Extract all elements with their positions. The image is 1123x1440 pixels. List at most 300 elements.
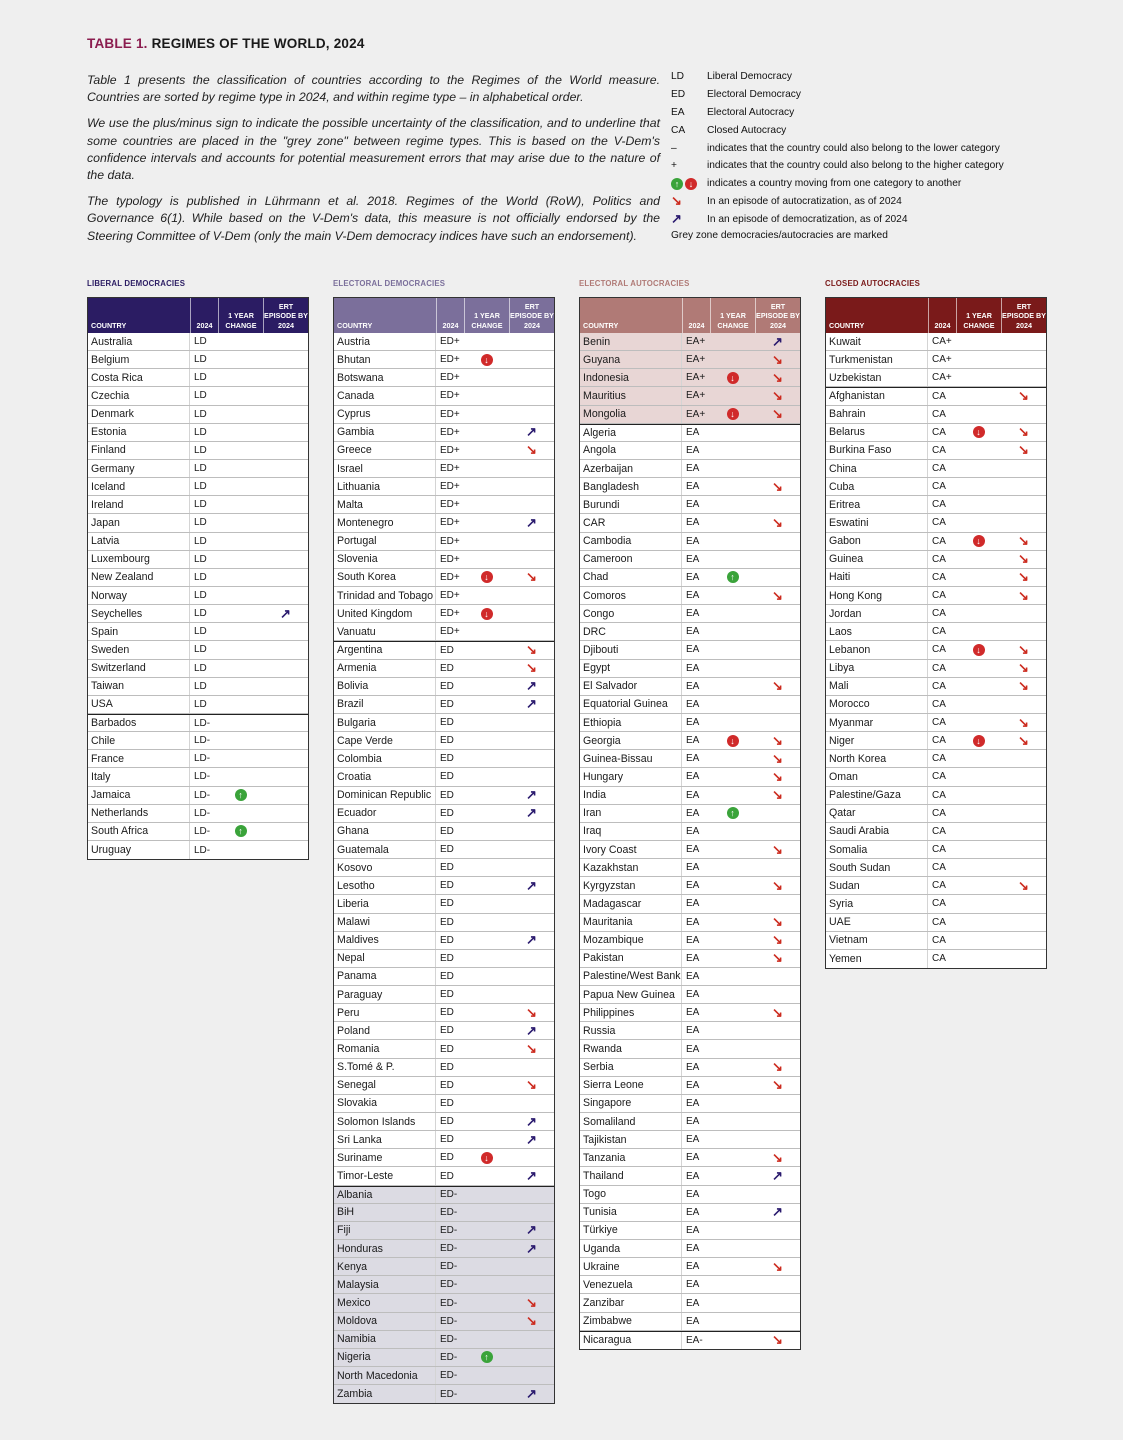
ert-cell bbox=[509, 406, 554, 423]
democratization-arrow-icon: ↗ bbox=[526, 805, 537, 821]
ert-cell bbox=[755, 660, 800, 677]
ert-cell bbox=[509, 1258, 554, 1275]
country-name: Maldives bbox=[334, 932, 436, 949]
ert-cell bbox=[509, 859, 554, 876]
table-row bbox=[580, 950, 800, 968]
ert-cell bbox=[263, 605, 308, 622]
section-title-ea: ELECTORAL AUTOCRACIES bbox=[579, 279, 690, 288]
ert-cell bbox=[509, 714, 554, 731]
regime-value: EA bbox=[686, 1170, 700, 1182]
regime-value: EA bbox=[686, 862, 700, 874]
change-cell bbox=[956, 714, 1001, 731]
country-name: Belgium bbox=[88, 351, 190, 368]
regime-value: EA bbox=[686, 1025, 700, 1037]
regime-value: CA bbox=[932, 463, 946, 475]
change-cell bbox=[956, 859, 1001, 876]
table-row bbox=[88, 623, 308, 641]
ert-cell bbox=[755, 1222, 800, 1239]
arrow-down-circle-icon: ↓ bbox=[973, 426, 985, 438]
country-name: Ecuador bbox=[334, 805, 436, 822]
country-name: Jamaica bbox=[88, 787, 190, 804]
change-cell bbox=[464, 514, 509, 531]
country-name: Syria bbox=[826, 895, 928, 912]
regime-value: EA bbox=[686, 1061, 700, 1073]
country-name: Mozambique bbox=[580, 932, 682, 949]
ert-cell bbox=[263, 696, 308, 713]
ert-cell bbox=[263, 787, 308, 804]
country-name: Sudan bbox=[826, 877, 928, 894]
regime-value: LD bbox=[194, 408, 207, 420]
autocratization-arrow-icon: ↘ bbox=[1018, 569, 1029, 585]
intro-text bbox=[87, 72, 660, 254]
country-name: Eswatini bbox=[826, 514, 928, 531]
regime-value: ED+ bbox=[440, 590, 460, 602]
regime-value: EA bbox=[686, 952, 700, 964]
regime-value: CA+ bbox=[932, 354, 952, 366]
change-cell bbox=[464, 1004, 509, 1021]
ert-cell bbox=[755, 369, 800, 386]
change-cell bbox=[218, 715, 263, 731]
regime-value: ED- bbox=[440, 1243, 458, 1255]
table-row bbox=[334, 587, 554, 605]
regime-value: EA bbox=[686, 608, 700, 620]
regime-value: ED+ bbox=[440, 626, 460, 638]
autocratization-arrow-icon: ↘ bbox=[1018, 641, 1029, 657]
table-row bbox=[88, 696, 308, 714]
change-cell bbox=[710, 514, 755, 531]
legend-item: + indicates that the country could also belong to the higher category bbox=[671, 160, 1004, 172]
ert-cell bbox=[1001, 877, 1046, 894]
regime-value: LD- bbox=[194, 753, 211, 765]
arrow-down-circle-icon: ↓ bbox=[973, 535, 985, 547]
regime-value: ED bbox=[440, 1079, 454, 1091]
ert-cell bbox=[755, 1004, 800, 1021]
ert-cell bbox=[509, 387, 554, 404]
country-name: Liberia bbox=[334, 895, 436, 912]
ert-cell bbox=[509, 932, 554, 949]
change-cell bbox=[218, 496, 263, 513]
ert-cell bbox=[509, 768, 554, 785]
country-name: Slovakia bbox=[334, 1095, 436, 1112]
country-name: Australia bbox=[88, 333, 190, 350]
democratization-arrow-icon: ↗ bbox=[526, 1168, 537, 1184]
ert-cell bbox=[509, 533, 554, 550]
change-cell bbox=[464, 642, 509, 658]
ert-cell bbox=[1001, 805, 1046, 822]
table-row bbox=[334, 533, 554, 551]
change-cell bbox=[710, 533, 755, 550]
change-cell bbox=[956, 496, 1001, 513]
regime-value: ED bbox=[440, 934, 454, 946]
regime-value: CA bbox=[932, 608, 946, 620]
change-cell bbox=[464, 406, 509, 423]
country-name: Fiji bbox=[334, 1222, 436, 1239]
country-name: France bbox=[88, 750, 190, 767]
change-cell bbox=[218, 460, 263, 477]
regime-value: EA bbox=[686, 825, 700, 837]
regime-value: ED+ bbox=[440, 336, 460, 348]
country-name: New Zealand bbox=[88, 569, 190, 586]
ert-cell bbox=[509, 1222, 554, 1239]
autocratization-arrow-icon: ↘ bbox=[772, 787, 783, 803]
table-row bbox=[88, 587, 308, 605]
regime-value: EA bbox=[686, 970, 700, 982]
ert-cell bbox=[509, 551, 554, 568]
ert-cell bbox=[509, 369, 554, 386]
change-cell bbox=[464, 750, 509, 767]
ert-cell bbox=[263, 587, 308, 604]
ert-cell bbox=[509, 732, 554, 749]
ert-cell bbox=[755, 696, 800, 713]
regime-value: ED+ bbox=[440, 608, 460, 620]
country-name: Timor-Leste bbox=[334, 1167, 436, 1184]
change-cell bbox=[464, 805, 509, 822]
ert-cell bbox=[263, 478, 308, 495]
ert-cell bbox=[1001, 478, 1046, 495]
country-name: Mauritius bbox=[580, 387, 682, 404]
country-name: Nepal bbox=[334, 950, 436, 967]
table-row bbox=[334, 551, 554, 569]
ert-cell bbox=[263, 387, 308, 404]
ert-cell bbox=[1001, 732, 1046, 749]
change-cell bbox=[710, 1204, 755, 1221]
regime-value: EA+ bbox=[686, 390, 706, 402]
change-cell bbox=[218, 805, 263, 822]
change-cell bbox=[710, 678, 755, 695]
ert-cell bbox=[755, 932, 800, 949]
legend-item: EA Electoral Autocracy bbox=[671, 106, 795, 118]
country-name: Bolivia bbox=[334, 678, 436, 695]
regime-value: EA bbox=[686, 1243, 700, 1255]
ert-cell bbox=[1001, 841, 1046, 858]
ert-cell bbox=[263, 460, 308, 477]
change-cell bbox=[218, 514, 263, 531]
ert-cell bbox=[755, 914, 800, 931]
change-cell bbox=[710, 1022, 755, 1039]
country-name: Myanmar bbox=[826, 714, 928, 731]
table-row bbox=[334, 424, 554, 442]
change-cell bbox=[710, 641, 755, 658]
regime-value: LD bbox=[194, 499, 207, 511]
change-cell bbox=[464, 1222, 509, 1239]
country-name: Guinea bbox=[826, 551, 928, 568]
democratization-arrow-icon: ↗ bbox=[772, 1204, 783, 1220]
change-cell bbox=[464, 787, 509, 804]
regime-value: LD bbox=[194, 680, 207, 692]
change-cell bbox=[956, 406, 1001, 423]
table-row bbox=[826, 496, 1046, 514]
regime-value: ED+ bbox=[440, 517, 460, 529]
country-name: Mali bbox=[826, 678, 928, 695]
ert-cell bbox=[509, 514, 554, 531]
ert-cell bbox=[509, 1294, 554, 1311]
autocratization-arrow-icon: ↘ bbox=[526, 442, 537, 458]
table-row bbox=[580, 660, 800, 678]
change-cell bbox=[710, 768, 755, 785]
autocratization-arrow-icon: ↘ bbox=[772, 1059, 783, 1075]
table-row bbox=[88, 387, 308, 405]
arrow-down-circle-icon: ↓ bbox=[481, 354, 493, 366]
regime-value: EA bbox=[686, 717, 700, 729]
regime-value: EA+ bbox=[686, 336, 706, 348]
change-cell bbox=[464, 1240, 509, 1257]
country-name: Paraguay bbox=[334, 986, 436, 1003]
autocratization-arrow-icon: ↘ bbox=[772, 950, 783, 966]
ert-cell bbox=[509, 496, 554, 513]
regime-value: EA bbox=[686, 698, 700, 710]
ert-cell bbox=[1001, 787, 1046, 804]
change-cell bbox=[710, 569, 755, 586]
legend-item: LD Liberal Democracy bbox=[671, 71, 792, 83]
table-row bbox=[826, 424, 1046, 442]
table-row bbox=[334, 623, 554, 641]
ert-cell bbox=[755, 460, 800, 477]
country-name: South Africa bbox=[88, 823, 190, 840]
country-name: Togo bbox=[580, 1186, 682, 1203]
table-row bbox=[88, 714, 308, 732]
ert-cell bbox=[263, 768, 308, 785]
legend-item: ↑ ↓ indicates a country moving from one category to another bbox=[671, 175, 1101, 193]
autocratization-arrow-icon: ↘ bbox=[772, 1077, 783, 1093]
table-row bbox=[334, 750, 554, 768]
country-name: Austria bbox=[334, 333, 436, 350]
ert-cell bbox=[509, 1385, 554, 1403]
regime-value: EA bbox=[686, 1043, 700, 1055]
change-cell bbox=[464, 768, 509, 785]
change-cell bbox=[956, 641, 1001, 658]
country-name: Nigeria bbox=[334, 1349, 436, 1366]
section-title-ed: ELECTORAL DEMOCRACIES bbox=[333, 279, 446, 288]
country-name: South Korea bbox=[334, 569, 436, 586]
regime-value: EA bbox=[686, 807, 700, 819]
table-title: REGIMES OF THE WORLD, 2024 bbox=[151, 36, 365, 51]
regime-value: ED bbox=[440, 1061, 454, 1073]
change-cell bbox=[956, 351, 1001, 368]
change-cell bbox=[218, 424, 263, 441]
ert-cell bbox=[509, 424, 554, 441]
change-cell bbox=[710, 1258, 755, 1275]
change-cell bbox=[464, 1040, 509, 1057]
change-cell bbox=[464, 1022, 509, 1039]
table-row bbox=[826, 914, 1046, 932]
regime-value: LD bbox=[194, 517, 207, 529]
regime-value: ED bbox=[440, 1025, 454, 1037]
ert-cell bbox=[755, 750, 800, 767]
table-row bbox=[580, 551, 800, 569]
change-cell bbox=[710, 551, 755, 568]
regime-value: LD bbox=[194, 336, 207, 348]
ert-cell bbox=[755, 805, 800, 822]
ert-cell bbox=[755, 1149, 800, 1166]
change-cell bbox=[710, 1059, 755, 1076]
regime-value: ED bbox=[440, 916, 454, 928]
regime-value: CA bbox=[932, 753, 946, 765]
ert-cell bbox=[263, 551, 308, 568]
change-cell bbox=[956, 895, 1001, 912]
ert-cell bbox=[755, 442, 800, 459]
table-row bbox=[334, 1149, 554, 1167]
change-cell bbox=[464, 424, 509, 441]
change-cell bbox=[956, 388, 1001, 404]
country-name: India bbox=[580, 787, 682, 804]
table-row bbox=[88, 533, 308, 551]
change-cell bbox=[464, 732, 509, 749]
regime-value: LD bbox=[194, 590, 207, 602]
table-row bbox=[88, 841, 308, 859]
regime-value: CA bbox=[932, 426, 946, 438]
change-cell bbox=[710, 442, 755, 459]
regime-value: ED bbox=[440, 1152, 454, 1164]
table-row bbox=[334, 1294, 554, 1312]
country-name: Iraq bbox=[580, 823, 682, 840]
country-name: Papua New Guinea bbox=[580, 986, 682, 1003]
country-name: Afghanistan bbox=[826, 388, 928, 404]
country-name: Bulgaria bbox=[334, 714, 436, 731]
legend-item: ↘ In an episode of autocratization, as of 2024 bbox=[671, 193, 902, 209]
change-cell bbox=[464, 968, 509, 985]
table-row bbox=[580, 387, 800, 405]
country-name: Zanzibar bbox=[580, 1294, 682, 1311]
country-name: Bangladesh bbox=[580, 478, 682, 495]
autocratization-arrow-icon: ↘ bbox=[1018, 551, 1029, 567]
country-name: S.Tomé & P. bbox=[334, 1059, 436, 1076]
table-row bbox=[580, 514, 800, 532]
regime-value: ED+ bbox=[440, 481, 460, 493]
ert-cell bbox=[509, 1167, 554, 1184]
regime-value: ED bbox=[440, 862, 454, 874]
regime-value: ED bbox=[440, 662, 454, 674]
regime-value: ED+ bbox=[440, 444, 460, 456]
table-row bbox=[334, 369, 554, 387]
table-row bbox=[826, 732, 1046, 750]
change-cell bbox=[464, 932, 509, 949]
regime-value: ED bbox=[440, 952, 454, 964]
country-name: Uzbekistan bbox=[826, 369, 928, 386]
table-row bbox=[334, 787, 554, 805]
country-name: China bbox=[826, 460, 928, 477]
ert-cell bbox=[509, 787, 554, 804]
table-row bbox=[334, 968, 554, 986]
country-name: Italy bbox=[88, 768, 190, 785]
country-name: Pakistan bbox=[580, 950, 682, 967]
table-row bbox=[334, 986, 554, 1004]
country-name: Libya bbox=[826, 660, 928, 677]
ert-cell bbox=[755, 1240, 800, 1257]
ert-cell bbox=[755, 732, 800, 749]
table-row bbox=[826, 605, 1046, 623]
change-cell bbox=[218, 750, 263, 767]
ert-cell bbox=[1001, 351, 1046, 368]
table-row bbox=[580, 914, 800, 932]
table-row bbox=[826, 950, 1046, 968]
change-cell bbox=[464, 950, 509, 967]
table-row bbox=[580, 496, 800, 514]
table-row bbox=[334, 768, 554, 786]
change-cell bbox=[710, 1294, 755, 1311]
country-name: Algeria bbox=[580, 425, 682, 441]
country-name: Azerbaijan bbox=[580, 460, 682, 477]
table-row bbox=[580, 1022, 800, 1040]
regime-value: ED bbox=[440, 825, 454, 837]
change-cell bbox=[464, 1349, 509, 1366]
country-name: Malaysia bbox=[334, 1276, 436, 1293]
ert-cell bbox=[509, 823, 554, 840]
country-name: North Korea bbox=[826, 750, 928, 767]
country-name: Kyrgyzstan bbox=[580, 877, 682, 894]
table-row bbox=[826, 623, 1046, 641]
ert-cell bbox=[509, 1240, 554, 1257]
change-cell bbox=[710, 1113, 755, 1130]
country-name: Cambodia bbox=[580, 533, 682, 550]
country-name: Malta bbox=[334, 496, 436, 513]
autocratization-arrow-icon: ↘ bbox=[772, 478, 783, 494]
change-cell bbox=[710, 968, 755, 985]
table-row bbox=[88, 514, 308, 532]
democratization-arrow-icon: ↗ bbox=[526, 424, 537, 440]
country-name: Seychelles bbox=[88, 605, 190, 622]
table-row bbox=[580, 1113, 800, 1131]
country-name: Romania bbox=[334, 1040, 436, 1057]
regime-value: EA bbox=[686, 934, 700, 946]
ert-cell bbox=[509, 1022, 554, 1039]
country-name: Israel bbox=[334, 460, 436, 477]
regime-value: ED+ bbox=[440, 426, 460, 438]
country-name: Russia bbox=[580, 1022, 682, 1039]
change-cell bbox=[464, 1258, 509, 1275]
regime-value: LD bbox=[194, 390, 207, 402]
table-row bbox=[334, 914, 554, 932]
change-cell bbox=[218, 551, 263, 568]
autocratization-arrow-icon: ↘ bbox=[772, 587, 783, 603]
country-name: Kuwait bbox=[826, 333, 928, 350]
ert-cell bbox=[1001, 533, 1046, 550]
table-row bbox=[334, 1022, 554, 1040]
table-row bbox=[334, 678, 554, 696]
regime-value: EA bbox=[686, 463, 700, 475]
regime-value: ED- bbox=[440, 1224, 458, 1236]
country-name: Palestine/West Bank bbox=[580, 968, 682, 985]
country-name: Hong Kong bbox=[826, 587, 928, 604]
change-cell bbox=[710, 1149, 755, 1166]
country-name: Senegal bbox=[334, 1077, 436, 1094]
country-name: Chile bbox=[88, 732, 190, 749]
regime-value: CA bbox=[932, 807, 946, 819]
table-row bbox=[334, 732, 554, 750]
ert-cell bbox=[755, 551, 800, 568]
regime-value: LD- bbox=[194, 807, 211, 819]
country-name: Montenegro bbox=[334, 514, 436, 531]
country-name: Barbados bbox=[88, 715, 190, 731]
change-cell bbox=[464, 551, 509, 568]
change-cell bbox=[956, 623, 1001, 640]
change-cell bbox=[464, 533, 509, 550]
autocratization-arrow-icon: ↘ bbox=[772, 351, 783, 367]
ert-cell bbox=[509, 805, 554, 822]
change-cell bbox=[710, 950, 755, 967]
ert-cell bbox=[755, 1294, 800, 1311]
ert-cell bbox=[755, 823, 800, 840]
regime-value: EA bbox=[686, 680, 700, 692]
table-row bbox=[580, 424, 800, 442]
country-name: Somaliland bbox=[580, 1113, 682, 1130]
ert-cell bbox=[1001, 660, 1046, 677]
table-row bbox=[826, 333, 1046, 351]
regime-value: EA bbox=[686, 1152, 700, 1164]
regime-value: EA+ bbox=[686, 408, 706, 420]
ert-cell bbox=[263, 351, 308, 368]
country-name: Mauritania bbox=[580, 914, 682, 931]
ert-cell bbox=[1001, 514, 1046, 531]
